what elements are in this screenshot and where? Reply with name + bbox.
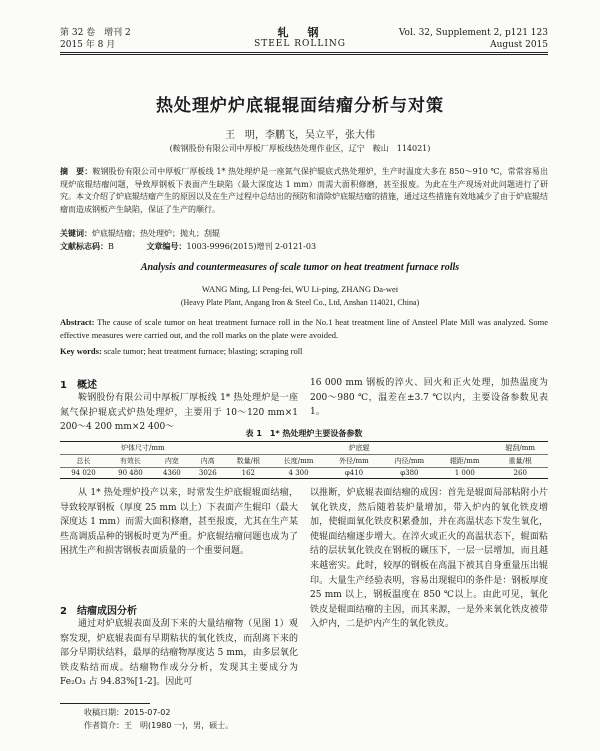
abstract-en-text: The cause of scale tumor on heat treatment furnace roll in the No.1 heat treatment line of Ansteel Plate Mill was analyzed. Some effective measures were carried out, and the roll marks on the plate were avoided. xyxy=(60,317,548,340)
affiliation-cn: (鞍钢股份有限公司中厚板厂厚板线热处理作业区，辽宁 鞍山 114021) xyxy=(169,144,431,153)
equipment-table xyxy=(60,441,548,479)
footnote-rule xyxy=(60,703,150,704)
journal-name-en: STEEL ROLLING xyxy=(254,39,346,49)
table-header: 辊距/mm xyxy=(449,457,480,465)
table-header: 外径/mm xyxy=(339,457,369,465)
abstract-en xyxy=(60,316,548,341)
body-left-para: 从 1* 热处理炉投产以来，时常发生炉底辊辊面结瘤，导致较厚钢板（厚度 25 mm 以上）下表面产生辊印（最大深度达 1 mm）而需大面积修磨，甚至报废，尤其在生产某些高调质品种的钢板时更为严重。炉底辊结瘤问题也成为了困扰生产和损害钢板表面质量的一个重要问题。 xyxy=(60,488,298,557)
paper-title-en: Analysis and countermeasures of scale tumor on heat treatment furnace rolls xyxy=(140,262,460,273)
table-cell: 162 xyxy=(241,469,255,477)
keywords-en-text: scale tumor; heat treatment furnace; blasting; scraping roll xyxy=(103,346,303,356)
table-cell: φ380 xyxy=(400,469,419,477)
table-cell: 260 xyxy=(513,469,527,477)
clc-label: 文献标志码： xyxy=(60,242,108,251)
keywords-en-label: Key words: xyxy=(60,346,102,356)
clc-value: B xyxy=(108,242,114,251)
affiliation-en: (Heavy Plate Plant, Angang Iron & Steel Co., Ltd, Anshan 114021, China) xyxy=(180,298,420,307)
table-cell: φ410 xyxy=(344,469,364,477)
table-group-furnace: 炉体尺寸/mm xyxy=(121,444,165,452)
table-cell: 4 300 xyxy=(288,469,309,477)
keywords-cn-text: 炉底辊结瘤；热处理炉；抛丸；刮辊 xyxy=(92,229,220,238)
header-date-en: August 2015 xyxy=(490,40,548,50)
table-cell: 90 480 xyxy=(118,469,143,477)
table-group-rolls: 炉底辊 xyxy=(348,444,370,452)
paper-title-cn: 热处理炉炉底辊辊面结瘤分析与对策 xyxy=(156,96,444,116)
table-cell: 3026 xyxy=(198,469,217,477)
header-volume-en: Vol. 32, Supplement 2, p121 123 xyxy=(398,28,548,38)
header-volume-cn: 第 32 卷 增刊 2 xyxy=(60,28,131,38)
table-row xyxy=(60,468,548,479)
abstract-cn-label: 摘 要： xyxy=(60,167,93,176)
abstract-cn-text: 鞍钢股份有限公司中厚板厂厚板线 1* 热处理炉是一座氮气保护辊底式热处理炉，生产时温度大多在 850～910 ℃，常常容易出现炉底辊结瘤问题，导致厚钢板下表面产生缺陷（最大深度达 1 mm）而需大面积修磨，甚至报废。为此在生产现场对此问题进行了研究。本文介绍了炉底辊结瘤产生的原因以及在生产过程中总结出的预防和清除炉底辊结瘤的措施，通过这些措施有效地减少了由于炉底辊结瘤而造成钢板产生缺陷，保证了生产的顺行。 xyxy=(60,167,549,214)
header-rule-2 xyxy=(60,54,548,55)
section-1-para-left: 鞍钢股份有限公司中厚板厂厚板线 1* 热处理炉是一座氮气保护辊底式炉热处理炉，主要用于 10～120 mm×1 200～4 200 mm×2 400～ xyxy=(60,393,298,433)
authors-en: WANG Ming, LI Peng-fei, WU Li-ping, ZHANG Da-wei xyxy=(201,284,399,294)
header-rule xyxy=(60,52,548,53)
table-group-scraper: 辊刮/mm xyxy=(505,444,536,452)
table-cell: 94 020 xyxy=(71,469,96,477)
table-cell: 4360 xyxy=(162,469,181,477)
table-cell: 1 000 xyxy=(454,469,475,477)
abstract-en-label: Abstract: xyxy=(60,317,95,327)
section-1-heading: 1 概述 xyxy=(60,380,97,391)
table-header: 内高 xyxy=(200,457,215,465)
section-1-para-right: 16 000 mm 钢板的淬火、回火和正火处理，加热温度为 200～980 ℃，温差在±3.7 ℃以内，主要设备参数见表 1。 xyxy=(310,378,548,418)
footnote-received: 收稿日期：2015-07-02 xyxy=(84,708,171,717)
table-caption: 表 1 1* 热处理炉主要设备参数 xyxy=(245,429,363,438)
footnote-author: 作者简介：王 明(1980 一)，男，硕士。 xyxy=(84,721,234,730)
table-header: 重量/根 xyxy=(508,457,532,465)
authors-cn: 王 明，李鹏飞，吴立平，张大伟 xyxy=(225,130,375,141)
article-label: 文章编号： xyxy=(146,242,187,251)
journal-name-cn: 轧 钢 xyxy=(277,26,323,39)
table-header: 内径/mm xyxy=(394,457,425,465)
table-header: 有效长 xyxy=(119,457,141,465)
classification xyxy=(60,241,548,254)
section-2-heading: 2 结瘤成因分析 xyxy=(60,606,137,617)
keywords-cn xyxy=(60,228,548,241)
keywords-cn-label: 关键词： xyxy=(60,229,92,238)
header-date-cn: 2015 年 8 月 xyxy=(60,40,116,50)
table-header: 总长 xyxy=(76,457,91,465)
table-header: 数量/根 xyxy=(236,457,260,465)
body-right-para: 以推断，炉底辊表面结瘤的成因：首先是辊面局部粘附小片氧化铁皮，然后随着装炉量增加，带入炉内的氧化铁皮增加，使辊面氧化铁皮积累叠加，并在高温状态下发生氧化，使辊面结瘤逐步增大。在淬火或正火的高温状态下，辊面粘结的层状氧化铁皮在钢板的碾压下，一层一层增加，而且越来越密实。此时，较厚的钢板在高温下被其自身重量压出辊印。大量生产经验表明，容易出现辊印的条件是：钢板厚度 25 mm 以上，钢板温度在 850 ℃以上。由此可见，氧化铁皮是辊面结瘤的主因，而其来源，一是外来氧化铁皮被带入炉内，二是炉内产生的氧化铁皮。 xyxy=(310,488,548,630)
article-value: 1003-9996(2015)增刊 2-0121-03 xyxy=(186,242,317,251)
keywords-en xyxy=(60,345,548,358)
section-2-para: 通过对炉底辊表面及刮下来的大量结瘤物（见图 1）观察发现，炉底辊表面有早期粘状的氧化铁皮，而刮离下来的部分早期状结料，最厚的结瘤物厚度达 5 mm，由多层氧化铁皮粘结而成。结瘤物作成分分析，发现其主要成分为 Fe₂O₃ 占 94.83%[1-2]。因此可 xyxy=(60,619,298,688)
table-header: 长度/mm xyxy=(283,457,314,465)
table-header: 内宽 xyxy=(164,457,179,465)
abstract-cn xyxy=(60,166,548,216)
